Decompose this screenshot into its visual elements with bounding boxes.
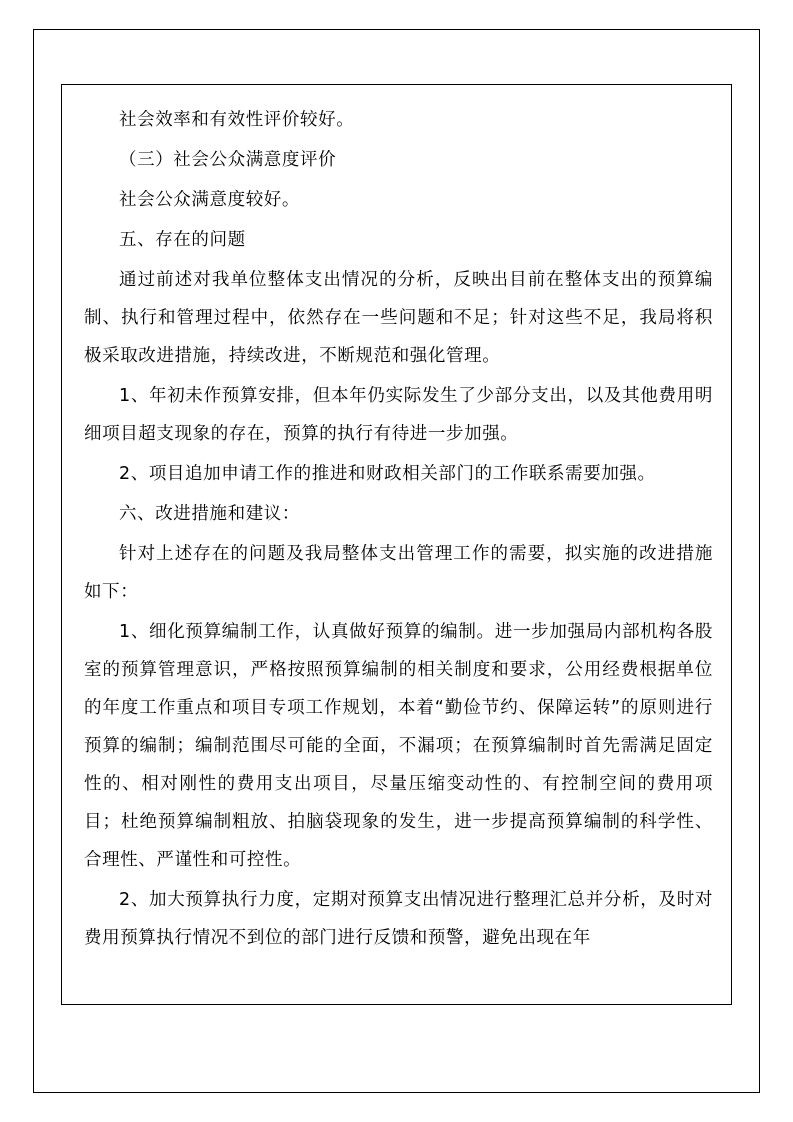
paragraph: 社会公众满意度较好。 [119,190,300,210]
section-heading: 六、改进措施和建议： [119,504,300,524]
paragraph: （三）社会公众满意度评价 [119,150,337,170]
content-cell-border [61,84,732,1005]
paragraph: 1、细化预算编制工作，认真做好预算的编制。进一步加强局内部机构各股室的预算管理意识，严格按照预算编制的相关制度和要求，公用经费根据单位的年度工作重点和项目专项工作规划，本着“勤俭节约、保障运转”的原则进行预算的编制；编制范围尽可能的全面，不漏项；在预算编制时首先需满足固定性的、相对刚性的费用支出项目，尽量压缩变动性的、有控制空间的费用项目；杜绝预算编制粗放、拍脑袋现象的发生，进一步提高预算编制的科学性、合理性、严谨性和可控性。 [84,622,713,870]
section-heading: 五、存在的问题 [119,230,246,250]
paragraph: 通过前述对我单位整体支出情况的分析，反映出目前在整体支出的预算编制、执行和管理过程中，依然存在一些问题和不足；针对这些不足，我局将积极采取改进措施，持续改进，不断规范和强化管理。 [84,270,713,366]
paragraph: 社会效率和有效性评价较好。 [119,110,355,130]
paragraph: 1、年初未作预算安排，但本年仍实际发生了少部分支出，以及其他费用明细项目超支现象的存在，预算的执行有待进一步加强。 [84,386,713,444]
document-body [62,85,732,969]
paragraph: 2、项目追加申请工作的推进和财政相关部门的工作联系需要加强。 [119,464,656,484]
paragraph: 针对上述存在的问题及我局整体支出管理工作的需要，拟实施的改进措施如下： [84,544,713,602]
paragraph: 2、加大预算执行力度，定期对预算支出情况进行整理汇总并分析，及时对费用预算执行情况不到位的部门进行反馈和预警，避免出现在年 [84,890,713,948]
